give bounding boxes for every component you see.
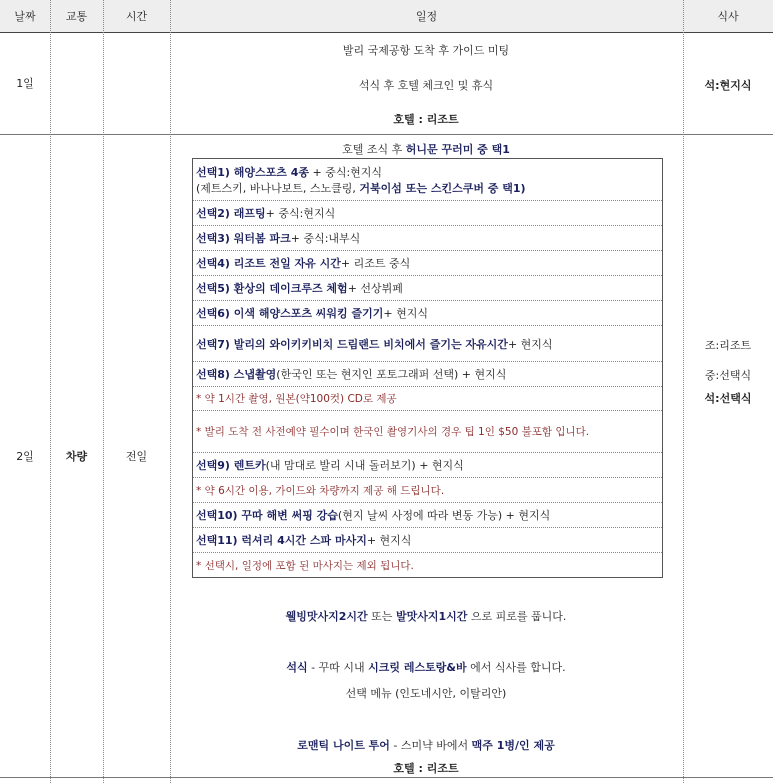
day2-menu: 선택 메뉴 (인도네시안, 이탈리안) — [345, 687, 507, 700]
option-3: 선택3) 워터봄 파크 + 중식:내부식 — [193, 225, 662, 250]
day2-intro: 호텔 조식 후 허니문 꾸러미 중 택1 — [342, 143, 510, 156]
option-11: 선택11) 럭셔리 4시간 스파 마사지 + 현지식 — [193, 527, 662, 552]
day1-day: 1일 — [16, 77, 34, 90]
day2-night-tour: 로맨틱 나이트 투어 - 스미냑 바에서 맥주 1병/인 제공 — [297, 739, 555, 752]
option-6: 선택6) 이색 해양스포츠 씨워킹 즐기기 + 현지식 — [193, 300, 662, 325]
option-4: 선택4) 리조트 전일 자유 시간 + 리조트 중식 — [193, 250, 662, 275]
header-meal: 식사 — [717, 10, 739, 23]
option-9-note: * 약 6시간 이용, 가이드와 차량까지 제공 해 드립니다. — [193, 477, 662, 502]
option-8-note-2: * 발리 도착 전 사전예약 필수이며 한국인 촬영기사의 경우 팁 1인 $50 불포함 입니다. — [193, 410, 662, 452]
option-9: 선택9) 렌트카 (내 맘대로 발리 시내 돌러보기) + 현지식 — [193, 452, 662, 477]
day2-time: 전일 — [125, 449, 148, 463]
header-time: 시간 — [125, 10, 148, 23]
option-7: 선택7) 발리의 와이키키비치 드림랜드 비치에서 즐기는 자유시간 + 현지식 — [193, 325, 662, 361]
header-schedule: 일정 — [415, 10, 438, 23]
day1-hotel: 호텔 : 리조트 — [393, 113, 459, 126]
option-10: 선택10) 꾸따 해변 써핑 강습 (현지 날씨 사정에 따라 변동 가능) + 현지식 — [193, 502, 662, 527]
option-11-note: * 선택시, 일정에 포함 된 마사지는 제외 됩니다. — [193, 552, 662, 577]
option-8: 선택8) 스냅촬영 (한국인 또는 현지인 포토그래퍼 선택) + 현지식 — [193, 361, 662, 386]
day2-dinner: 석식 - 꾸따 시내 시크릿 레스토랑&바 에서 식사를 합니다. — [286, 661, 566, 674]
day1-line-1: 발리 국제공항 도착 후 가이드 미팅 — [342, 44, 510, 57]
day2-hotel: 호텔 : 리조트 — [393, 762, 459, 775]
day2-day: 2일 — [16, 449, 34, 463]
header-transport: 교통 — [65, 10, 88, 23]
option-box — [192, 158, 663, 578]
option-8-note-1: * 약 1시간 촬영, 원본(약100컷) CD로 제공 — [193, 386, 662, 410]
option-1: 선택1) 해양스포츠 4종 + 중식:현지식 (제트스키, 바나나보트, 스노클링, 거북이섬 또는 스킨스쿠버 중 택1) — [196, 165, 526, 195]
option-5: 선택5) 환상의 데이크루즈 체험 + 선상뷔페 — [193, 275, 662, 300]
row-divider — [0, 777, 773, 778]
day2-transport: 차량 — [65, 449, 88, 463]
day1-meal: 석:현지식 — [704, 79, 752, 92]
day2-massage: 웰빙맛사지2시간 또는 발맛사지1시간 으로 피로를 풉니다. — [285, 610, 567, 623]
day2-meal-lunch: 중:선택식 — [704, 369, 752, 382]
option-2: 선택2) 래프팅 + 중식:현지식 — [193, 200, 662, 225]
header-day: 날짜 — [14, 10, 36, 23]
day2-meal-breakfast: 조:리조트 — [704, 339, 752, 352]
day1-line-2: 석식 후 호텔 체크인 및 휴식 — [358, 79, 494, 92]
day2-meal-dinner: 석:선택식 — [704, 392, 752, 405]
